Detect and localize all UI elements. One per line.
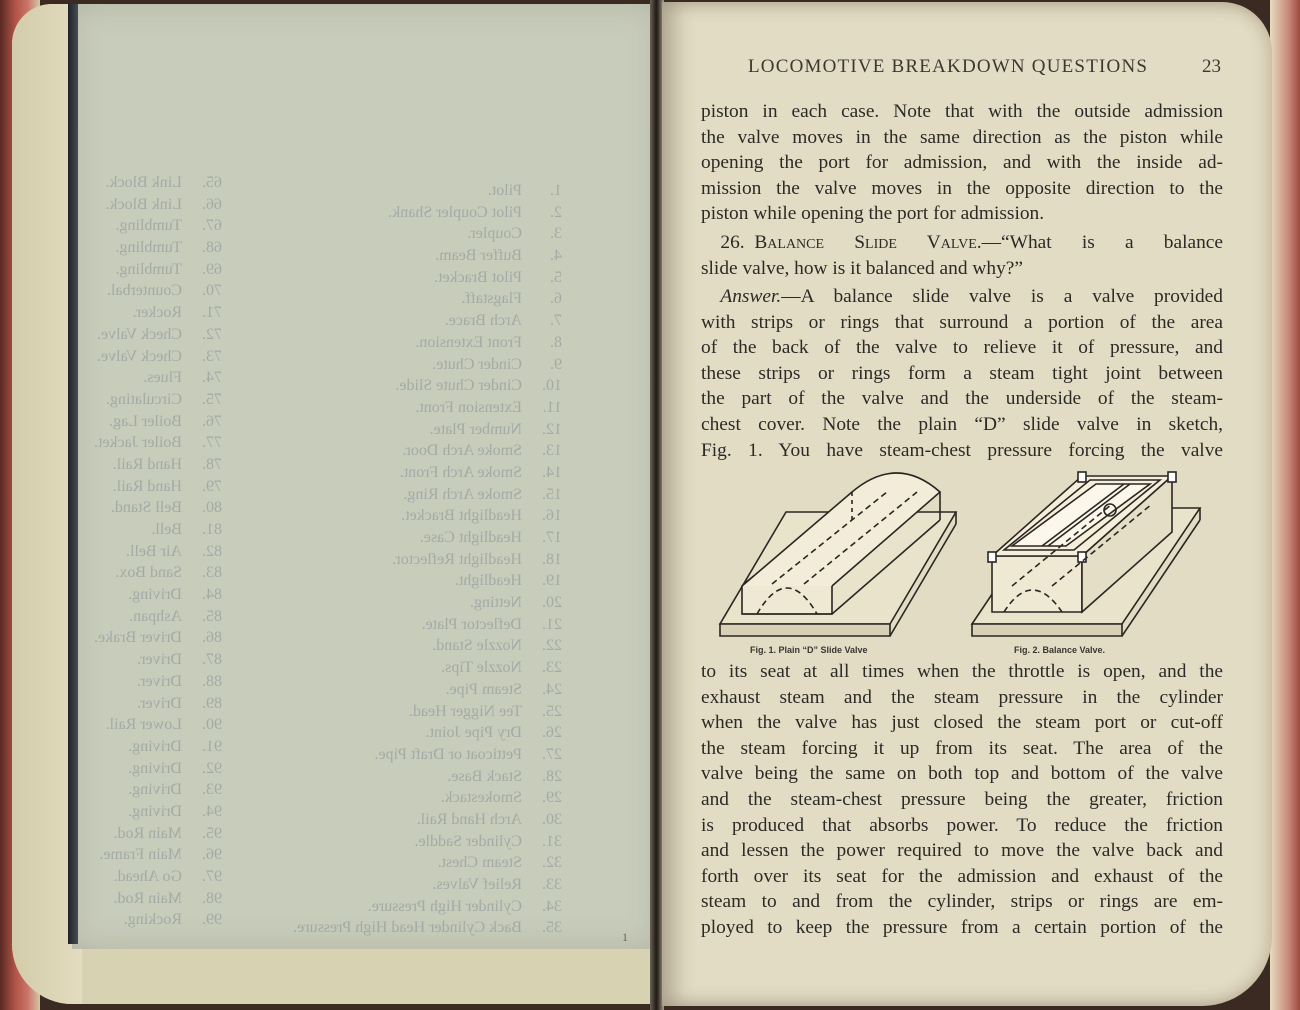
ghost-item-text: Cinder Chute. xyxy=(432,355,522,373)
ghost-item-number: 79. xyxy=(202,477,222,495)
ghost-list-item xyxy=(72,584,222,606)
ghost-item-text: Main Frame. xyxy=(99,846,182,864)
text-line: mission the valve moves in the opposite direction to the xyxy=(701,177,1223,199)
ghost-item-number: 68. xyxy=(202,239,222,257)
ghost-list-item xyxy=(72,324,222,346)
ghost-item-text: Hand Rail. xyxy=(112,477,182,495)
text-line: ployed to keep the pressure from a certain portion of the xyxy=(701,916,1223,938)
figures xyxy=(712,464,1232,659)
book-cover-right-edge xyxy=(1270,0,1300,1010)
ghost-item-number: 71. xyxy=(202,304,222,322)
ghost-item-text: Smoke Arch Door. xyxy=(402,442,522,460)
ghost-item-text: Driving. xyxy=(128,737,182,755)
left-page xyxy=(12,4,658,1004)
text-line: valve being the same on both top and bottom of the valve xyxy=(701,763,1223,785)
valve-illustrations xyxy=(712,464,1232,659)
text-line: Fig. 1. You have steam-chest pressure forcing the valve xyxy=(701,439,1223,461)
ghost-item-number: 84. xyxy=(202,586,222,604)
ghost-item-text: Nozzle Tips. xyxy=(441,659,522,677)
ghost-item-number: 9. xyxy=(550,355,562,373)
ghost-item-number: 35. xyxy=(542,919,562,937)
ghost-item-number: 91. xyxy=(202,737,222,755)
ghost-item-number: 66. xyxy=(202,195,222,213)
ghost-item-text: Petticoat or Draft Pipe. xyxy=(374,745,522,763)
ghost-item-number: 27. xyxy=(542,745,562,763)
ghost-item-text: Flues. xyxy=(143,369,182,387)
ghost-item-text: Driving. xyxy=(128,781,182,799)
ghost-item-number: 12. xyxy=(542,420,562,438)
text-line: the part of the valve and the underside of the steam- xyxy=(701,388,1223,410)
ghost-item-text: Smoke Arch Front. xyxy=(399,463,522,481)
ghost-list-item xyxy=(72,259,222,281)
ghost-item-number: 14. xyxy=(542,463,562,481)
ghost-item-text: Sand Box. xyxy=(115,564,182,582)
fig1-plain-d-valve-drawing xyxy=(720,473,956,636)
ghost-item-number: 22. xyxy=(542,637,562,655)
ghost-list-item xyxy=(72,649,222,671)
ghost-list-item xyxy=(72,194,222,216)
text-line: and the steam-chest pressure being the greater, friction xyxy=(701,788,1223,810)
ghost-item-number: 82. xyxy=(202,542,222,560)
text-line: forth over its seat for the admission and exhaust of the xyxy=(701,865,1223,887)
ghost-item-number: 69. xyxy=(202,260,222,278)
folio-mark: 1 xyxy=(622,930,628,944)
ghost-list-b xyxy=(72,172,222,931)
text-line: these strips or rings form a steam tight joint between xyxy=(701,362,1223,384)
ghost-list-item xyxy=(72,779,222,801)
question-heading: Balance Slide Valve. xyxy=(754,232,982,253)
ghost-list-item xyxy=(72,497,222,519)
page-number: 23 xyxy=(1202,56,1221,77)
ghost-item-text: Circulating. xyxy=(106,390,182,408)
ghost-item-number: 29. xyxy=(542,789,562,807)
ghost-list-item xyxy=(72,302,222,324)
ghost-item-text: Go Ahead. xyxy=(113,868,182,885)
ghost-item-text: Arch Brace. xyxy=(444,312,522,330)
ghost-item-number: 23. xyxy=(542,659,562,677)
ghost-item-text: Driving. xyxy=(128,802,182,820)
ghost-list-item xyxy=(72,823,222,845)
ghost-item-text: Check Valve. xyxy=(96,347,182,365)
ghost-item-number: 89. xyxy=(202,694,222,712)
ghost-item-number: 31. xyxy=(542,832,562,850)
ghost-item-text: Air Bell. xyxy=(126,542,182,560)
ghost-item-number: 92. xyxy=(202,759,222,777)
ghost-item-number: 80. xyxy=(202,499,222,517)
ghost-item-number: 76. xyxy=(202,412,222,430)
ghost-item-text: Dry Pipe Joint. xyxy=(425,724,522,742)
ghost-item-number: 25. xyxy=(542,702,562,720)
ghost-item-number: 65. xyxy=(202,174,222,191)
ghost-item-number: 5. xyxy=(550,268,562,286)
question-text-a: —“What is a balance xyxy=(981,232,1223,253)
text-line: to its seat at all times when the throttle is open, and the xyxy=(701,661,1223,682)
text-line: with strips or rings that surround a portion of the area xyxy=(701,311,1223,333)
fig1-caption: Fig. 1. Plain “D” Slide Valve xyxy=(750,645,868,655)
text-line: opening the port for admission, and with the inside ad- xyxy=(701,152,1223,174)
ghost-list-item xyxy=(72,909,222,931)
ghost-list-item xyxy=(72,411,222,433)
ghost-list-item xyxy=(72,367,222,389)
ghost-item-text: Tumbling. xyxy=(115,260,182,278)
ghost-item-number: 95. xyxy=(202,824,222,842)
ghost-item-text: Arch Hand Rail. xyxy=(416,810,522,828)
ghost-item-text: Tee Nigger Head. xyxy=(408,702,522,720)
ghost-item-number: 19. xyxy=(542,572,562,590)
ghost-item-text: Cylinder High Pressure. xyxy=(367,897,522,915)
ghost-item-text: Pilot Bracket. xyxy=(434,268,522,286)
ghost-item-number: 33. xyxy=(542,876,562,893)
right-page xyxy=(662,2,1272,1006)
ghost-list-item xyxy=(72,844,222,866)
ghost-item-text: Driver. xyxy=(137,651,182,669)
ghost-list-item xyxy=(72,519,222,541)
ghost-item-number: 93. xyxy=(202,781,222,799)
ghost-item-number: 70. xyxy=(202,282,222,300)
ghost-item-text: Front Extension. xyxy=(415,333,522,351)
ghost-item-text: Driver. xyxy=(137,694,182,712)
ghost-list-item xyxy=(72,606,222,628)
text-line: of the back of the valve to relieve it of pressure, and xyxy=(701,337,1223,359)
question-number: 26. xyxy=(720,232,745,253)
text-line: the steam forcing it up from its seat. The area of the xyxy=(701,737,1223,759)
text-line: when the valve has just closed the steam port or cut-off xyxy=(701,712,1223,734)
question-line xyxy=(701,230,1223,256)
ghost-list-item xyxy=(72,280,222,302)
ghost-item-number: 26. xyxy=(542,724,562,742)
question-26 xyxy=(701,230,1223,281)
question-text-b: slide valve, how is it balanced and why?” xyxy=(701,257,1024,279)
ghost-item-text: Rocking. xyxy=(123,911,182,929)
ghost-item-text: Steam Chest. xyxy=(437,854,522,872)
ghost-list-item xyxy=(72,562,222,584)
ghost-item-text: Hand Rail. xyxy=(112,455,182,473)
ghost-item-number: 99. xyxy=(202,911,222,929)
ghost-item-number: 98. xyxy=(202,889,222,907)
ghost-list-item xyxy=(72,389,222,411)
text-line: chest cover. Note the plain “D” slide valve in sketch, xyxy=(701,413,1223,435)
answer-first: —A balance slide valve is a valve provided xyxy=(781,286,1223,307)
ghost-item-number: 3. xyxy=(550,225,562,243)
ghost-item-number: 88. xyxy=(202,672,222,690)
answer-paragraph xyxy=(701,284,1223,463)
text-line: piston in each case. Note that with the outside admission xyxy=(701,101,1223,122)
ghost-item-text: Check Valve. xyxy=(96,325,182,343)
ghost-item-text: Stack Base. xyxy=(447,767,522,785)
ghost-list-item xyxy=(72,432,222,454)
ghost-list-item xyxy=(72,237,222,259)
ghost-item-number: 10. xyxy=(542,377,562,395)
fig2-balance-valve-drawing xyxy=(972,472,1200,636)
ghost-item-text: Steam Pipe. xyxy=(445,680,522,698)
ghost-item-number: 16. xyxy=(542,507,562,525)
ghost-item-number: 17. xyxy=(542,529,562,546)
ghost-item-text: Headlight Case. xyxy=(419,529,522,546)
ghost-item-number: 74. xyxy=(202,369,222,387)
ghost-item-number: 81. xyxy=(202,521,222,538)
ghost-item-text: Bell. xyxy=(151,521,182,538)
ghost-item-text: Counterbal. xyxy=(106,282,182,300)
ghost-item-number: 87. xyxy=(202,651,222,669)
ghost-item-text: Smoke Arch Ring. xyxy=(403,485,522,503)
ghost-list-item xyxy=(72,541,222,563)
ghost-item-text: Smokestack. xyxy=(440,789,522,807)
ghost-item-text: Tumbling. xyxy=(115,239,182,257)
fig2-caption: Fig. 2. Balance Valve. xyxy=(1014,645,1106,655)
ghost-item-text: Coupler. xyxy=(467,225,522,243)
ghost-item-text: Cylinder Saddle. xyxy=(414,832,522,850)
ghost-item-text: Pilot Coupler Shank. xyxy=(388,203,522,221)
ghost-list-item xyxy=(72,758,222,780)
answer-label: Answer. xyxy=(720,286,782,307)
ghost-item-number: 6. xyxy=(550,290,562,308)
ghost-item-number: 7. xyxy=(550,312,562,330)
ghost-item-text: Headlight Reflector. xyxy=(392,550,522,568)
ghost-item-number: 24. xyxy=(542,680,562,698)
ghost-item-text: Pilot. xyxy=(487,182,522,199)
ghost-item-number: 1. xyxy=(550,182,562,199)
ghost-item-number: 4. xyxy=(550,247,562,265)
ghost-item-number: 30. xyxy=(542,810,562,828)
ghost-item-text: Rocker. xyxy=(132,304,182,322)
ghost-list-item xyxy=(72,346,222,368)
ghost-item-text: Cinder Chute Slide. xyxy=(395,377,522,395)
ghost-item-number: 86. xyxy=(202,629,222,647)
ghost-item-number: 78. xyxy=(202,455,222,473)
ghost-list-item xyxy=(72,627,222,649)
ghost-item-number: 75. xyxy=(202,390,222,408)
ghost-item-number: 8. xyxy=(550,333,562,351)
ghost-list-item xyxy=(72,454,222,476)
ghost-item-number: 15. xyxy=(542,485,562,503)
ghost-item-text: Boiler Lag. xyxy=(109,412,182,430)
ghost-list-item xyxy=(72,172,222,194)
ghost-item-text: Main Rod. xyxy=(113,824,182,842)
text-line: steam to and from the cylinder, strips or rings are em- xyxy=(701,891,1223,913)
ghost-list-item xyxy=(72,476,222,498)
ghost-item-text: Driving. xyxy=(128,759,182,777)
ghost-item-number: 94. xyxy=(202,802,222,820)
ghost-item-text: Driver Brake. xyxy=(94,629,182,647)
ghost-item-text: Buffer Beam. xyxy=(435,247,522,265)
ghost-item-number: 11. xyxy=(542,398,562,416)
ghost-item-text: Nozzle Stand. xyxy=(432,637,522,655)
ghost-list-item xyxy=(72,736,222,758)
ghost-list-item xyxy=(72,866,222,888)
paragraph-valve-friction xyxy=(701,659,1223,941)
ghost-item-number: 73. xyxy=(202,347,222,365)
ghost-item-number: 90. xyxy=(202,716,222,734)
ghost-item-text: Link Block. xyxy=(105,195,182,213)
ghost-item-text: Netting. xyxy=(470,594,522,612)
ghost-list-item xyxy=(72,801,222,823)
ghost-item-text: Ashpan. xyxy=(129,607,182,625)
ghost-item-text: Headlight Bracket. xyxy=(401,507,522,525)
ghost-list-item xyxy=(72,888,222,910)
ghost-item-number: 77. xyxy=(202,434,222,452)
ghost-item-text: Flagstaff. xyxy=(461,290,522,308)
ghost-item-number: 85. xyxy=(202,607,222,625)
ghost-item-text: Tumbling. xyxy=(115,217,182,235)
ghost-item-text: Driver. xyxy=(137,672,182,690)
ghost-item-text: Relief Valves. xyxy=(432,876,522,893)
ghost-item-number: 13. xyxy=(542,442,562,460)
text-line: is produced that absorbs power. To reduce the friction xyxy=(701,814,1223,836)
ghost-item-number: 34. xyxy=(542,897,562,915)
ghost-list-item xyxy=(72,693,222,715)
ghost-item-number: 97. xyxy=(202,868,222,885)
ghost-item-number: 96. xyxy=(202,846,222,864)
ghost-item-text: Lower Rail. xyxy=(105,716,182,734)
ghost-item-number: 32. xyxy=(542,854,562,872)
ghost-item-number: 20. xyxy=(542,594,562,612)
answer-line xyxy=(701,284,1223,310)
ghost-item-text: Boiler Jacket. xyxy=(94,434,182,452)
ghost-item-text: Link Block. xyxy=(105,174,182,191)
text-line: piston while opening the port for admission. xyxy=(701,203,1045,225)
ghost-item-text: Driving. xyxy=(128,586,182,604)
ghost-item-text: Extension Front. xyxy=(415,398,522,416)
ghost-item-number: 72. xyxy=(202,325,222,343)
ghost-item-number: 83. xyxy=(202,564,222,582)
ghost-item-text: Deflector Plate. xyxy=(421,615,522,633)
ghost-item-number: 21. xyxy=(542,615,562,633)
ghost-list-item xyxy=(72,671,222,693)
text-line: and lessen the power required to move the valve back and xyxy=(701,840,1223,862)
ghost-item-text: Main Rod. xyxy=(113,889,182,907)
ghost-list-item xyxy=(72,215,222,237)
ghost-item-text: Headlight. xyxy=(454,572,522,590)
ghost-item-text: Bell Stand. xyxy=(110,499,182,517)
running-head: LOCOMOTIVE BREAKDOWN QUESTIONS xyxy=(748,56,1149,77)
ghost-item-text: Number Plate. xyxy=(429,420,522,438)
ghost-list-item xyxy=(72,714,222,736)
ghost-item-number: 28. xyxy=(542,767,562,785)
text-line: exhaust steam and the steam pressure in the cylinder xyxy=(701,686,1223,708)
ghost-item-number: 18. xyxy=(542,550,562,568)
paragraph-piston-admission xyxy=(701,99,1223,227)
ghost-item-number: 67. xyxy=(202,217,222,235)
ghost-item-text: Back Cylinder Head High Pressure. xyxy=(293,919,522,937)
text-line: the valve moves in the same direction as the piston while xyxy=(701,126,1223,148)
ghost-item-number: 2. xyxy=(550,203,562,221)
